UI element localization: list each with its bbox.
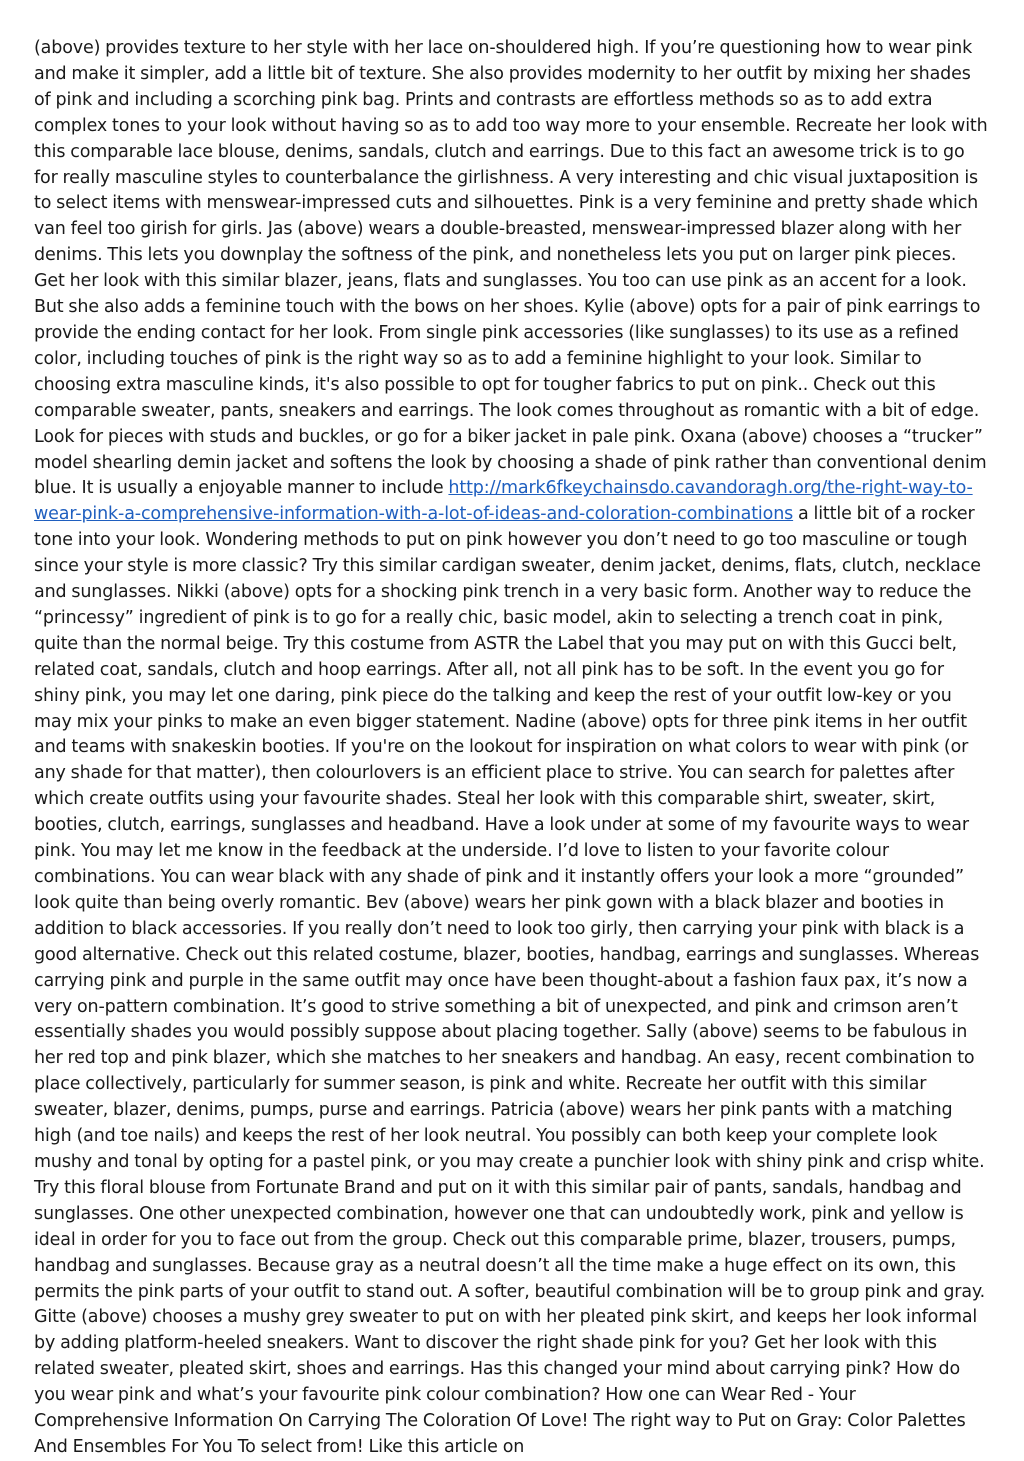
article-link[interactable]: http://mark6fkeychainsdo.cavandoragh.org/the-right-way-to-wear-pink-a-comprehensive-information-with-a-lot-of-ideas-and-coloration-combinations xyxy=(34,478,973,525)
paragraph-text-before-link: (above) provides texture to her style with her lace on-shouldered high. If you’re questioning how to wear pink and make it simpler, add a little bit of texture. She also provides modernity to her outfit by mixing her shades of pink and including a scorching pink bag. Prints and contrasts are effortless methods so as to add extra complex tones to your look without having so as to add too way more to your ensemble. Recreate her look with this comparable lace blouse, denims, sandals, clutch and earrings. Due to this fact an awesome trick is to go for really masculine styles to counterbalance the girlishness. A very interesting and chic visual juxtaposition is to select items with menswear-impressed cuts and silhouettes. Pink is a very feminine and pretty shade which van feel too girish for girls. Jas (above) wears a double-breasted, menswear-impressed blazer along with her denims. This lets you downplay the softness of the pink, and nonetheless lets you put on larger pink pieces. Get her look with this similar blazer, jeans, flats and sunglasses. You too can use pink as an accent for a look. But she also adds a feminine touch with the bows on her shoes. Kylie (above) opts for a pair of pink earrings to provide the ending contact for her look. From single pink accessories (like sunglasses) to its use as a refined color, including touches of pink is the right way so as to add a feminine highlight to your look. Similar to choosing extra masculine kinds, it's also possible to opt for tougher fabrics to put on pink.. Check out this comparable sweater, pants, sneakers and earrings. The look comes throughout as romantic with a bit of edge. Look for pieces with studs and buckles, or go for a biker jacket in pale pink. Oxana (above) chooses a “trucker” model shearling demin jacket and softens the look by choosing a shade of pink rather than conventional denim blue. It is usually a enjoyable manner to include xyxy=(34,38,988,499)
article-paragraph xyxy=(34,36,990,1461)
paragraph-text-after-link: a little bit of a rocker tone into your look. Wondering methods to put on pink however you don’t need to go too masculine or tough since your style is more classic? Try this similar cardigan sweater, denim jacket, denims, flats, clutch, necklace and sunglasses. Nikki (above) opts for a shocking pink trench in a very basic form. Another way to reduce the “princessy” ingredient of pink is to go for a really chic, basic model, akin to selecting a trench coat in pink, quite than the normal beige. Try this costume from ASTR the Label that you may put on with this Gucci belt, related coat, sandals, clutch and hoop earrings. After all, not all pink has to be soft. In the event you go for shiny pink, you may let one daring, pink piece do the talking and keep the rest of your outfit low-key or you may mix your pinks to make an even bigger statement. Nadine (above) opts for three pink items in her outfit and teams with snakeskin booties. If you're on the lookout for inspiration on what colors to wear with pink (or any shade for that matter), then colourlovers is an efficient place to strive. You can search for palettes after which create outfits using your favourite shades. Steal her look with this comparable shirt, sweater, skirt, booties, clutch, earrings, sunglasses and headband. Have a look under at some of my favourite ways to wear pink. You may let me know in the feedback at the underside. I’d love to listen to your favorite colour combinations. You can wear black with any shade of pink and it instantly offers your look a more “grounded” look quite than being overly romantic. Bev (above) wears her pink gown with a black blazer and booties in addition to black accessories. If you really don’t need to look too girly, then carrying your pink with black is a good alternative. Check out this related costume, blazer, booties, handbag, earrings and sunglasses. Whereas carrying pink and purple in the same outfit may once have been thought-about a fashion faux pax, it’s now a very on-pattern combination. It’s good to strive something a bit of unexpected, and pink and crimson aren’t essentially shades you would possibly suppose about placing together. Sally (above) seems to be fabulous in her red top and pink blazer, which she matches to her sneakers and handbag. An easy, recent combination to place collectively, particularly for summer season, is pink and white. Recreate her outfit with this similar sweater, blazer, denims, pumps, purse and earrings. Patricia (above) wears her pink pants with a matching high (and toe nails) and keeps the rest of her look neutral. You possibly can both keep your complete look mushy and tonal by opting for a pastel pink, or you may create a punchier look with shiny pink and crisp white. Try this floral blouse from Fortunate Brand and put on it with this similar pair of pants, sandals, handbag and sunglasses. One other unexpected combination, however one that can undoubtedly work, pink and yellow is ideal in order for you to face out from the group. Check out this comparable prime, blazer, trousers, pumps, handbag and sunglasses. Because gray as a neutral doesn’t all the time make a huge effect on its own, this permits the pink parts of your outfit to stand out. A softer, beautiful combination will be to group pink and gray. Gitte (above) chooses a mushy grey sweater to put on with her pleated pink skirt, and keeps her look informal by adding platform-heeled sneakers. Want to discover the right shade pink for you? Get her look with this related sweater, pleated skirt, shoes and earrings. Has this changed your mind about carrying pink? How do you wear pink and what’s your favourite pink colour combination? How one can Wear Red - Your Comprehensive Information On Carrying The Coloration Of Love! The right way to Put on Gray: Color Palettes And Ensembles For You To select from! Like this article on xyxy=(34,504,986,1457)
